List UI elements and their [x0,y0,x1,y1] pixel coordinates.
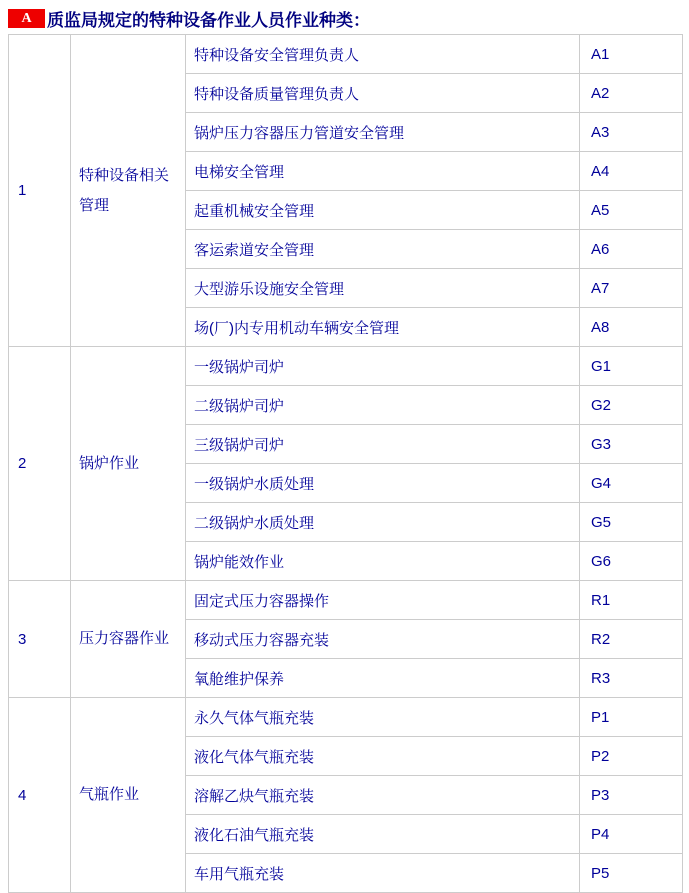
item-name: 特种设备质量管理负责人 [186,74,580,113]
item-name: 锅炉能效作业 [186,542,580,581]
item-name: 客运索道安全管理 [186,230,580,269]
item-code: P1 [580,698,683,737]
table-row [9,347,683,386]
item-code: A4 [580,152,683,191]
item-code: A1 [580,35,683,74]
item-name: 电梯安全管理 [186,152,580,191]
item-code: P4 [580,815,683,854]
item-name: 锅炉压力容器压力管道安全管理 [186,113,580,152]
group-category: 锅炉作业 [71,347,186,581]
item-name: 固定式压力容器操作 [186,581,580,620]
item-name: 二级锅炉司炉 [186,386,580,425]
item-code: G1 [580,347,683,386]
item-code: R3 [580,659,683,698]
item-name: 永久气体气瓶充装 [186,698,580,737]
item-code: A3 [580,113,683,152]
group-category: 气瓶作业 [71,698,186,893]
item-name: 移动式压力容器充装 [186,620,580,659]
table-row [9,581,683,620]
item-name: 场(厂)内专用机动车辆安全管理 [186,308,580,347]
item-code: A2 [580,74,683,113]
item-name: 一级锅炉水质处理 [186,464,580,503]
item-code: P3 [580,776,683,815]
item-name: 三级锅炉司炉 [186,425,580,464]
item-code: P5 [580,854,683,893]
table-row [9,35,683,74]
group-number: 3 [9,581,71,698]
table-row [9,698,683,737]
item-code: G5 [580,503,683,542]
item-name: 液化石油气瓶充装 [186,815,580,854]
item-name: 氧舱维护保养 [186,659,580,698]
operation-types-table [8,34,683,893]
item-code: G6 [580,542,683,581]
group-number: 4 [9,698,71,893]
item-code: A7 [580,269,683,308]
item-code: A8 [580,308,683,347]
item-name: 一级锅炉司炉 [186,347,580,386]
item-code: R2 [580,620,683,659]
group-number: 2 [9,347,71,581]
item-name: 二级锅炉水质处理 [186,503,580,542]
item-code: G2 [580,386,683,425]
item-code: P2 [580,737,683,776]
item-name: 车用气瓶充装 [186,854,580,893]
item-name: 液化气体气瓶充装 [186,737,580,776]
table-body [9,35,683,893]
item-name: 特种设备安全管理负责人 [186,35,580,74]
page-header [8,8,689,28]
item-code: R1 [580,581,683,620]
group-category: 压力容器作业 [71,581,186,698]
item-name: 起重机械安全管理 [186,191,580,230]
group-number: 1 [9,35,71,347]
section-badge: A [8,9,45,28]
item-code: G4 [580,464,683,503]
item-code: A5 [580,191,683,230]
item-code: A6 [580,230,683,269]
item-name: 大型游乐设施安全管理 [186,269,580,308]
page-title: 质监局规定的特种设备作业人员作业种类： [47,10,370,30]
group-category: 特种设备相关管理 [71,35,186,347]
item-code: G3 [580,425,683,464]
item-name: 溶解乙炔气瓶充装 [186,776,580,815]
